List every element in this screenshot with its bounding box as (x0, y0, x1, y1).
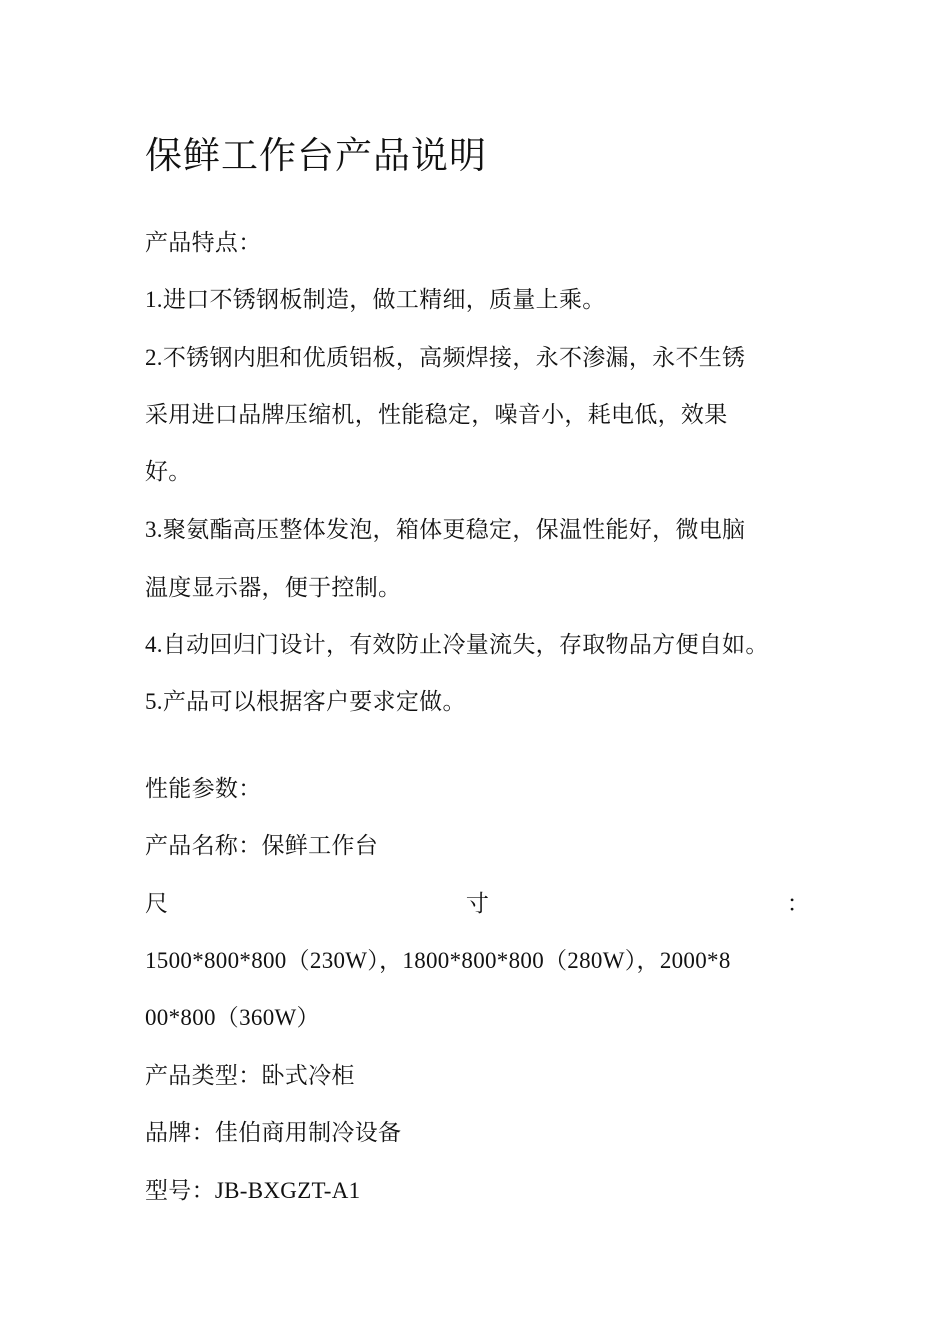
features-heading: 产品特点： (145, 230, 262, 255)
feature-item-2-line-3: 好。 (145, 459, 192, 484)
spec-model: 型号：JB-BXGZT-A1 (145, 1178, 361, 1203)
spec-size-label-char-2: 寸 (465, 891, 490, 916)
specs-heading: 性能参数： (145, 776, 262, 801)
feature-item-1: 1.进口不锈钢板制造，做工精细，质量上乘。 (145, 287, 606, 312)
spec-size-values-line-2: 00*800（360W） (145, 1005, 320, 1030)
feature-item-5: 5.产品可以根据客户要求定做。 (145, 689, 466, 714)
spec-size-label-char-1: 尺 (145, 891, 169, 916)
feature-item-4: 4.自动回归门设计，有效防止冷量流失，存取物品方便自如。 (145, 632, 769, 657)
feature-item-2-line-2: 采用进口品牌压缩机，性能稳定，噪音小，耗电低，效果 (145, 402, 728, 427)
spec-product-type: 产品类型：卧式冷柜 (145, 1063, 355, 1088)
spec-product-name: 产品名称：保鲜工作台 (145, 833, 378, 858)
feature-item-3-line-1: 3.聚氨酯高压整体发泡，箱体更稳定，保温性能好，微电脑 (145, 517, 746, 542)
document-title: 保鲜工作台产品说明 (145, 136, 487, 177)
feature-item-2-line-1: 2.不锈钢内胆和优质铝板，高频焊接，永不渗漏，永不生锈 (145, 345, 746, 370)
spec-size-label-colon: ： (786, 891, 810, 916)
spec-size-values-line-1: 1500*800*800（230W），1800*800*800（280W），2000*8 (145, 948, 731, 973)
spec-size-label (145, 889, 810, 919)
feature-item-3-line-2: 温度显示器，便于控制。 (145, 575, 402, 600)
spec-brand: 品牌：佳伯商用制冷设备 (145, 1120, 402, 1145)
